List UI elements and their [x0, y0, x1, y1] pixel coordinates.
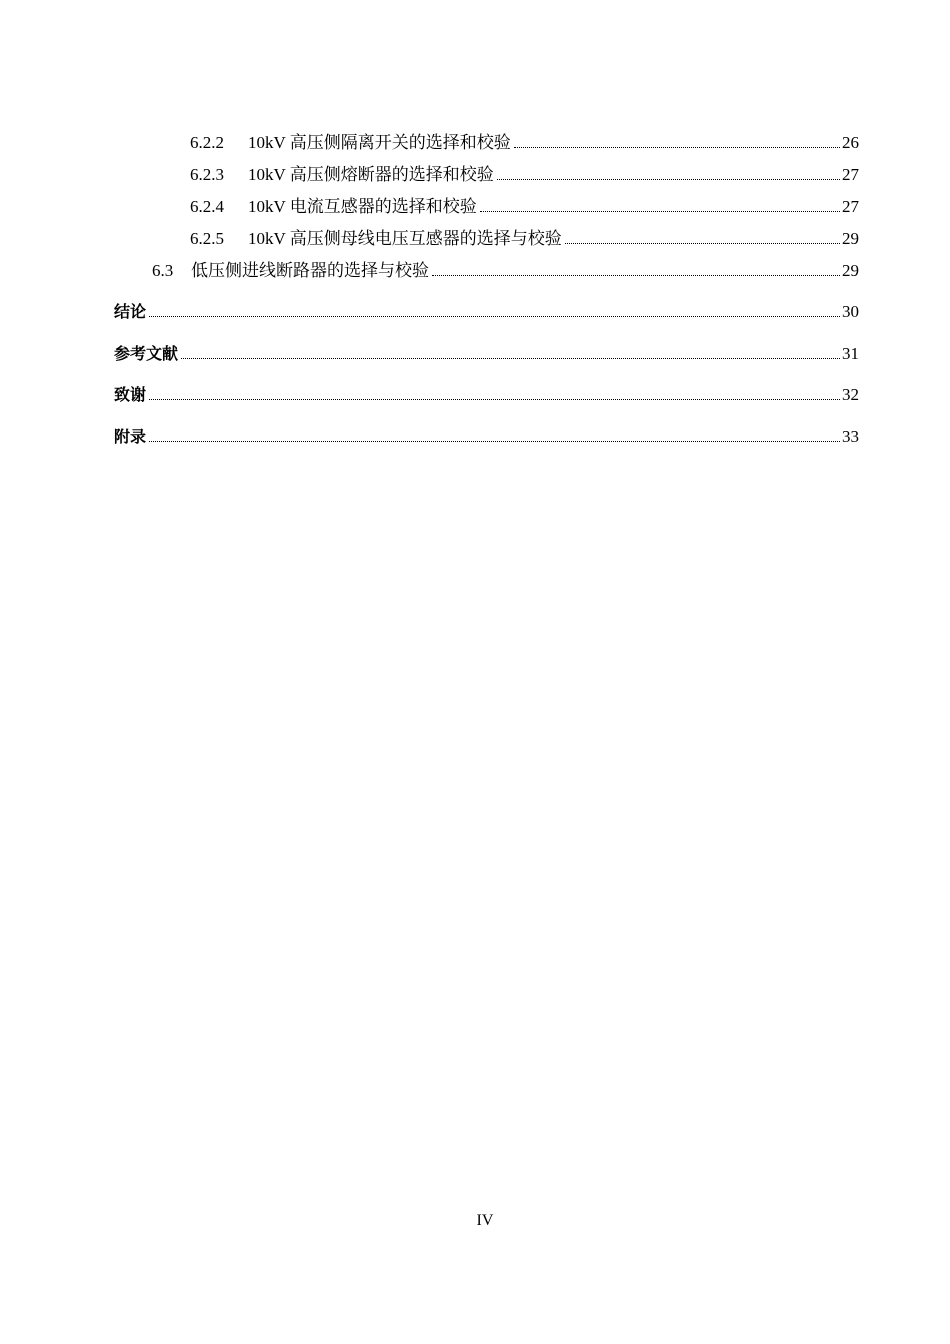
toc-entry-title: 结论 [114, 302, 147, 321]
dot-leader [149, 316, 840, 317]
toc-entry-references[interactable] [114, 344, 859, 364]
dot-leader [432, 275, 840, 276]
page-number: IV [476, 1212, 494, 1229]
toc-entry-title: 10kV 高压侧母线电压互感器的选择与校验 [248, 229, 562, 248]
toc-entry-title: 附录 [114, 427, 147, 446]
toc-entry-number: 6.2.2 [190, 133, 224, 152]
toc-entry-6-2-3[interactable] [190, 165, 859, 185]
toc-entry-6-2-2[interactable] [190, 133, 859, 153]
dot-leader [149, 399, 840, 400]
toc-entry-title: 低压侧进线断路器的选择与校验 [191, 261, 429, 280]
toc-entry-6-3[interactable] [152, 261, 859, 281]
toc-entry-conclusion[interactable] [114, 302, 859, 322]
toc-entry-number: 6.2.4 [190, 197, 224, 216]
toc-entry-number: 6.2.3 [190, 165, 224, 184]
toc-entry-page: 29 [842, 229, 859, 248]
toc-entry-number: 6.2.5 [190, 229, 224, 248]
toc-entry-title: 10kV 电流互感器的选择和校验 [248, 197, 477, 216]
toc-entry-page: 29 [842, 261, 859, 280]
toc-entry-number: 6.3 [152, 261, 174, 280]
toc-entry-appendix[interactable] [114, 427, 859, 447]
toc-entry-title: 参考文献 [114, 344, 179, 363]
dot-leader [514, 147, 840, 148]
toc-entry-page: 30 [842, 302, 859, 321]
toc-entry-title: 致谢 [114, 385, 147, 404]
toc-entry-page: 32 [842, 385, 859, 404]
dot-leader [565, 243, 840, 244]
dot-leader [149, 441, 840, 442]
dot-leader [497, 179, 840, 180]
toc-entry-title: 10kV 高压侧熔断器的选择和校验 [248, 165, 494, 184]
toc-entry-title: 10kV 高压侧隔离开关的选择和校验 [248, 133, 511, 152]
toc-entry-6-2-4[interactable] [190, 197, 859, 217]
dot-leader [181, 358, 840, 359]
toc-entry-page: 33 [842, 427, 859, 446]
toc-entry-page: 27 [842, 165, 859, 184]
toc-entry-acknowledgements[interactable] [114, 385, 859, 405]
dot-leader [480, 211, 840, 212]
toc-entry-page: 31 [842, 344, 859, 363]
toc-entry-6-2-5[interactable] [190, 229, 859, 249]
toc-entry-page: 26 [842, 133, 859, 152]
toc-entry-page: 27 [842, 197, 859, 216]
